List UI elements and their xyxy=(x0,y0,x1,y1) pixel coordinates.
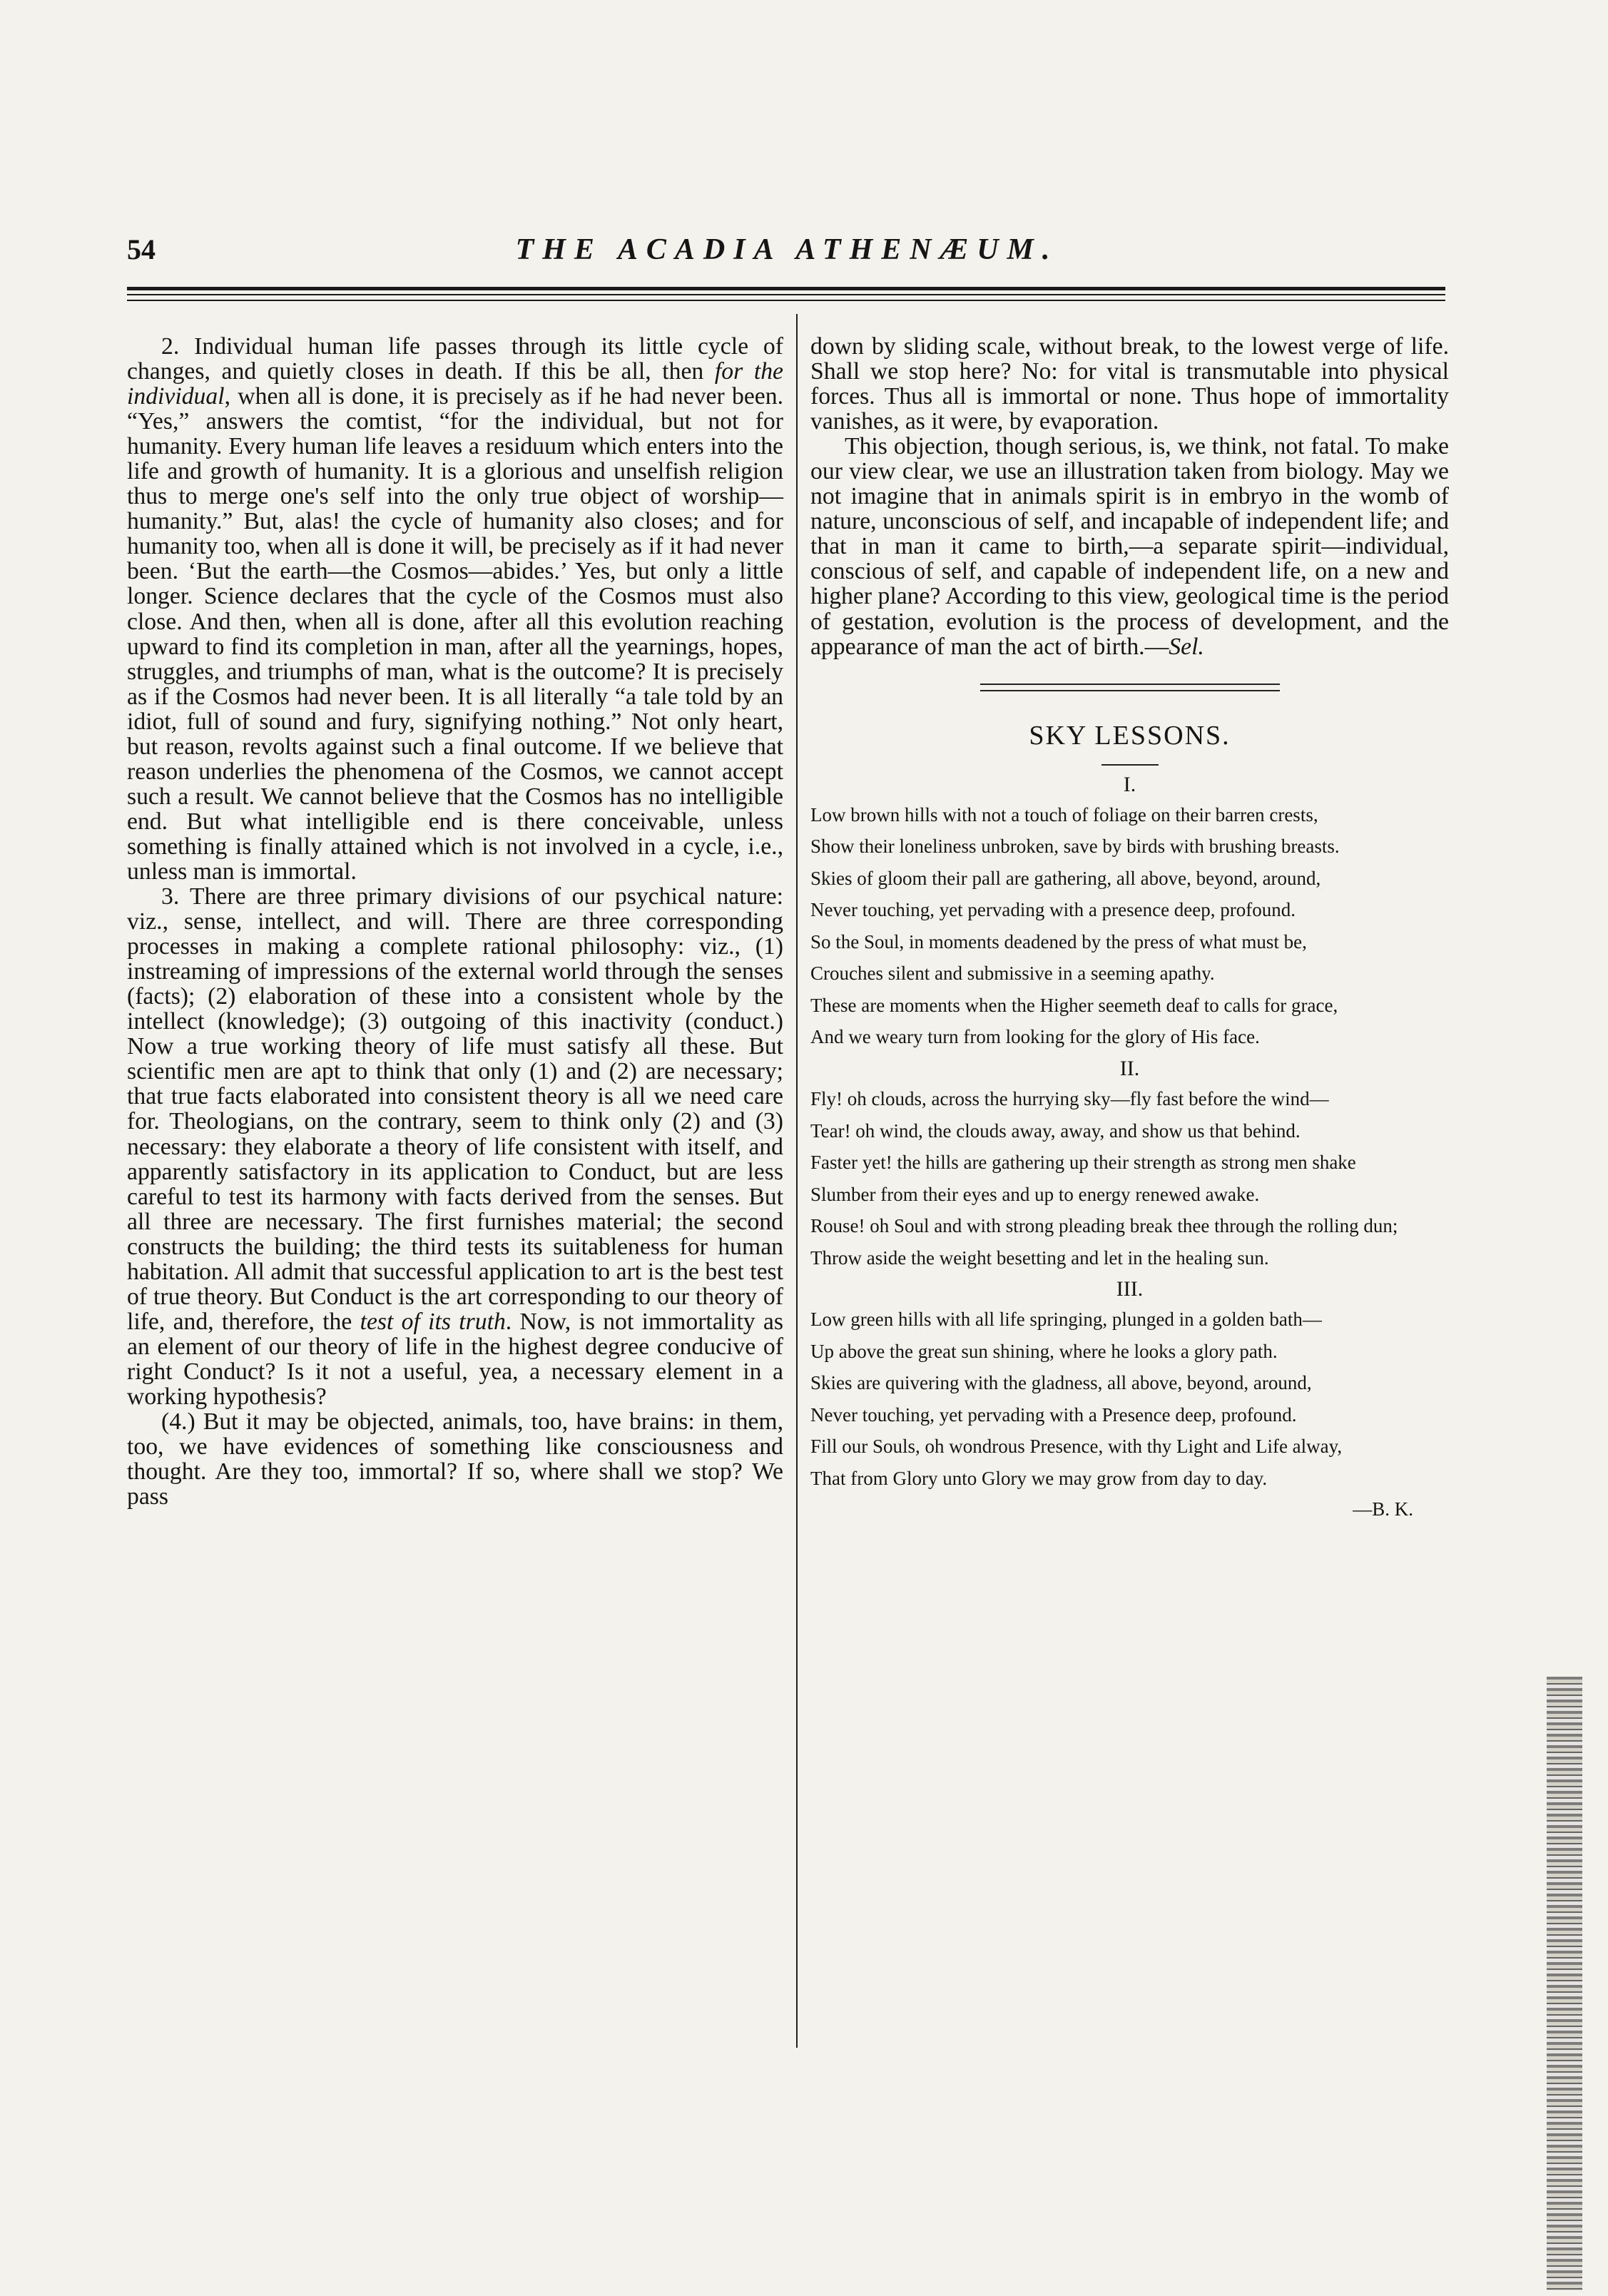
page-header xyxy=(127,233,1447,275)
right-paragraph xyxy=(810,334,1449,434)
journal-title: THE ACADIA ATHENÆUM. xyxy=(515,233,1059,266)
poem-line: And we weary turn from looking for the glory of His face. xyxy=(810,1026,1260,1048)
poem-line: Never touching, yet pervading with a Presence deep, profound. xyxy=(810,1403,1297,1426)
poem-line: Low brown hills with not a touch of foliage on their barren crests, xyxy=(810,803,1318,826)
poem-line: Low green hills with all life springing, plunged in a golden bath— xyxy=(810,1309,1322,1331)
right-paragraph xyxy=(810,434,1449,659)
stanza-number: I. xyxy=(1123,772,1136,796)
stanza-number: III. xyxy=(1116,1277,1144,1301)
column-divider xyxy=(796,314,798,2048)
header-rule-thick xyxy=(127,287,1445,290)
poem-line: Fill our Souls, oh wondrous Presence, with thy Light and Life alway, xyxy=(810,1436,1343,1458)
poem-title-rule xyxy=(1101,764,1159,766)
header-rule-thin xyxy=(127,294,1445,295)
poem-line: Fly! oh clouds, across the hurrying sky—fly fast before the wind— xyxy=(810,1087,1329,1109)
poem-line: Show their loneliness unbroken, save by birds with brushing breasts. xyxy=(810,835,1340,858)
poem-line: Never touching, yet pervading with a presence deep, profound. xyxy=(810,899,1296,921)
poem-body xyxy=(810,773,1449,1491)
poem-line: Up above the great sun shining, where he looks a glory path. xyxy=(810,1340,1278,1362)
poem-line: Throw aside the weight besetting and let in the healing sun. xyxy=(810,1246,1269,1269)
text-run: . Now, is not immortality as an element of our theory of life in the highest degree conducive of right Conduct? Is it not a useful, yea, a necessary element in a working hypothesis? xyxy=(127,1308,783,1410)
poem-line: So the Soul, in moments deadened by the press of what must be, xyxy=(810,930,1307,953)
text-run: 2. Individual human life passes through its little cycle of changes, and quietly closes in death. If this be all, then xyxy=(127,333,783,385)
italic-text: for the individual xyxy=(127,358,783,410)
text-run: (4.) But it may be objected, animals, too, have brains: in them, too, we have evidences of something like consciousness and thought. Are they too, immortal? If so, where shall we stop? We pass xyxy=(127,1408,783,1510)
page-edge-scan-artifact xyxy=(1547,1677,1582,2290)
poem-line: Faster yet! the hills are gathering up their strength as strong men shake xyxy=(810,1152,1356,1174)
left-paragraph xyxy=(127,1409,783,1509)
text-run: down by sliding scale, without break, to the lowest verge of life. Shall we stop here? No: for vital is transmutable into physical forces. Thus all is immortal or none. Thus hope of immortality vanishes, as it were, by evaporation. xyxy=(810,333,1449,435)
stanza-number: II. xyxy=(1119,1056,1140,1080)
left-paragraph xyxy=(127,334,783,884)
poem-line: These are moments when the Higher seemeth deaf to calls for grace, xyxy=(810,994,1338,1016)
text-run: This objection, though serious, is, we think, not fatal. To make our view clear, we use an illustration taken from biology. May we not imagine that in animals spirit is in embryo in the womb of nature, unconscious of self, and incapable of independent life; and that in man it came to birth,—a separate spirit—individual, conscious of self, and capable of independent life, on a new and higher plane? According to this view, geological time is the period of gestation, evolution is the process of development, and the appearance of man the act of birth.— xyxy=(810,433,1449,660)
poem-line: Skies of gloom their pall are gathering, all above, beyond, around, xyxy=(810,867,1321,889)
poem-line: Rouse! oh Soul and with strong pleading break thee through the rolling dun; xyxy=(810,1215,1398,1237)
section-divider xyxy=(980,684,1280,691)
left-paragraph xyxy=(127,884,783,1409)
left-column xyxy=(127,334,783,1509)
right-column-paragraphs xyxy=(810,334,1449,659)
italic-text: test of its truth xyxy=(360,1308,506,1335)
poem-title: SKY LESSONS. xyxy=(1029,720,1231,751)
poem-line: That from Glory unto Glory we may grow from day to day. xyxy=(810,1468,1268,1489)
page-number: 54 xyxy=(127,233,156,265)
poem-line: Skies are quivering with the gladness, all above, beyond, around, xyxy=(810,1372,1312,1394)
poem-signature: —B. K. xyxy=(1353,1498,1413,1520)
poem-line: Tear! oh wind, the clouds away, away, and show us that behind. xyxy=(810,1119,1301,1142)
poem-line: Crouches silent and submissive in a seeming apathy. xyxy=(810,962,1215,985)
text-run: 3. There are three primary divisions of our psychical nature: viz., sense, intellect, and will. There are three corresponding processes in making a complete rational philosophy: viz., (1) instreaming of impressions of the external world through the senses (facts); (2) elaboration of these into a consistent whole by the intellect (knowledge); (3) outgoing of this inactivity (conduct.) Now a true working theory of life must satisfy all these. But scientific men are apt to think that only (1) and (2) are necessary; that true facts elaborated into consistent theory is all we need care for. Theologians, on the contrary, seem to think only (2) and (3) necessary: they elaborate a theory of life consistent with itself, and apparently satisfactory in its application to Conduct, but are less careful to test its harmony with facts derived from the senses. But all three are necessary. The first furnishes material; the second constructs the building; the third tests its suitableness for human habitation. All admit that successful application to art is the best test of true theory. But Conduct is the art corresponding to our theory of life, and, therefore, the xyxy=(127,883,783,1335)
poem-line: Slumber from their eyes and up to energy renewed awake. xyxy=(810,1183,1260,1205)
right-column xyxy=(810,334,1449,1520)
italic-text: Sel. xyxy=(1169,633,1204,660)
text-run: , when all is done, it is precisely as if he had never been. “Yes,” answers the comtist, “for the individual, but not for humanity. Every human life leaves a residuum which enters into the life and growth of humanity. It is a glorious and unselfish religion thus to merge one's self into the only true object of worship—humanity.” But, alas! the cycle of humanity also closes; and for humanity too, when all is done it will, be precisely as if it had never been. ‘But the earth—the Cosmos—abides.’ Yes, but only a little longer. Science declares that the cycle of the Cosmos must also close. And then, when all is done, after all this evolution reaching upward to find its completion in man, after all the yearnings, hopes, struggles, and triumphs of man, what is the outcome? It is precisely as if the Cosmos had never been. It is all literally “a tale told by an idiot, full of sound and fury, signifying nothing.” Not only heart, but reason, revolts against such a final outcome. If we believe that reason underlies the phenomena of the Cosmos, we cannot accept such a result. We cannot believe that the Cosmos has no intelligible end. But what intelligible end is there conceivable, unless something is finally attained which is not involved in a cycle, i.e., unless man is immortal. xyxy=(127,383,783,885)
header-rule-thin-lower xyxy=(127,300,1445,301)
